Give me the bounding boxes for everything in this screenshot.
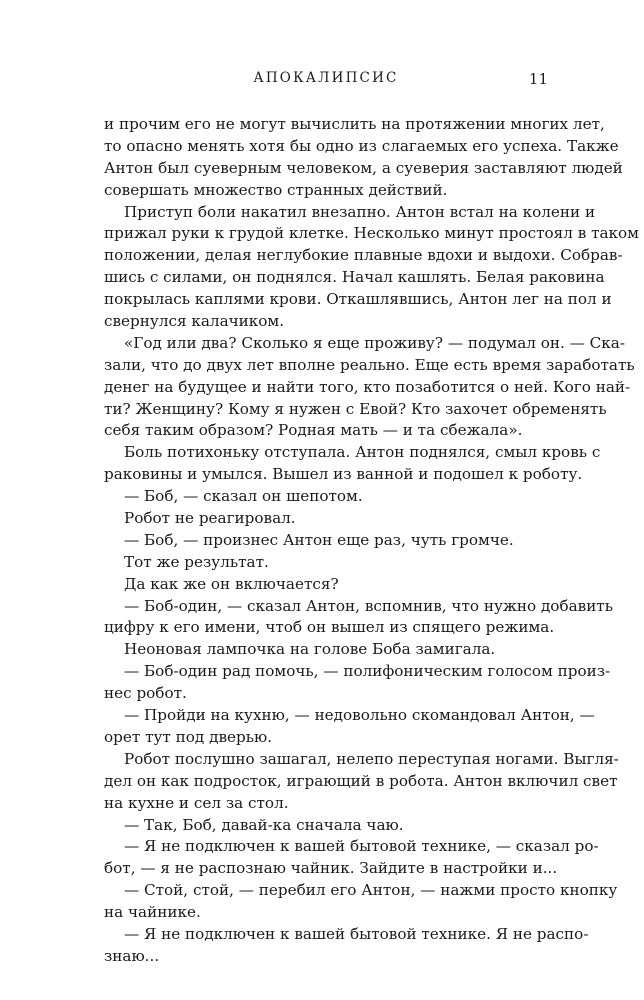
text-line: — Так, Боб, давай-ка сначала чаю. — [124, 815, 404, 834]
text-line: Робот послушно зашагал, нелепо переступая ногами. Выгля- — [124, 749, 619, 768]
text-line: Неоновая лампочка на голове Боба замигала. — [124, 640, 496, 659]
text-line: дел он как подросток, играющий в робота. Антон включил свет — [104, 771, 618, 790]
text-line: шись с силами, он поднялся. Начал кашлять. Белая раковина — [104, 268, 605, 287]
text-line: «Год или два? Сколько я еще проживу? — подумал он. — Ска- — [124, 333, 625, 352]
text-line: Антон был суеверным человеком, а суеверия заставляют людей — [104, 158, 623, 177]
text-line: — Боб, — произнес Антон еще раз, чуть громче. — [124, 530, 514, 549]
text-line: — Стой, стой, — перебил его Антон, — нажми просто кнопку — [124, 881, 618, 900]
text-line: и прочим его не могут вычислить на протяжении многих лет, — [104, 115, 605, 133]
text-line: раковины и умылся. Вышел из ванной и подошел к роботу. — [104, 465, 583, 484]
text-line: на чайнике. — [104, 903, 201, 922]
text-line: покрылась каплями крови. Откашлявшись, Антон лег на пол и — [104, 290, 612, 309]
text-line: Робот не реагировал. — [124, 509, 296, 528]
text-line: — Боб, — сказал он шепотом. — [124, 487, 363, 506]
text-line: бот, — я не распознаю чайник. Зайдите в настройки и... — [104, 859, 558, 878]
text-line: знаю... — [104, 946, 160, 965]
text-line: свернулся калачиком. — [104, 312, 285, 331]
running-title: АПОКАЛИПСИС — [253, 70, 399, 86]
text-line: на кухне и сел за стол. — [104, 793, 289, 812]
text-line: — Я не подключен к вашей бытовой технике. Я не распо- — [124, 924, 589, 943]
text-line: нес робот. — [104, 684, 187, 703]
text-line: — Пройди на кухню, — недовольно скомандовал Антон, — — [124, 706, 595, 725]
text-line: Тот же результат. — [124, 552, 269, 571]
text-line: совершать множество странных действий. — [104, 180, 448, 199]
text-line: — Боб-один рад помочь, — полифоническим голосом произ- — [124, 662, 611, 681]
text-line: Да как же он включается? — [124, 574, 339, 593]
text-line: зали, что до двух лет вполне реально. Еще есть время заработать — [104, 355, 635, 374]
text-line: прижал руки к грудой клетке. Несколько минут простоял в таком — [104, 224, 639, 243]
text-line: орет тут под дверью. — [104, 727, 273, 746]
text-line: ти? Женщину? Кому я нужен с Евой? Кто захочет обременять — [104, 399, 607, 418]
text-line: цифру к его имени, чтоб он вышел из спящего режима. — [104, 618, 555, 637]
page-number: 11 — [528, 70, 548, 88]
text-line: Боль потихоньку отступала. Антон поднялся, смыл кровь с — [124, 443, 601, 462]
text-line: положении, делая неглубокие плавные вдохи и выдохи. Собрав- — [104, 246, 623, 265]
text-line: себя таким образом? Родная мать — и та сбежала». — [104, 421, 523, 440]
text-line: — Я не подключен к вашей бытовой технике, — сказал ро- — [124, 837, 599, 856]
body-text — [104, 114, 639, 968]
text-line: то опасно менять хотя бы одно из слагаемых его успеха. Также — [104, 136, 619, 155]
running-head — [104, 70, 548, 90]
text-line: денег на будущее и найти того, кто позаботится о ней. Кого най- — [104, 377, 631, 396]
text-line: Приступ боли накатил внезапно. Антон встал на колени и — [124, 202, 596, 221]
text-line: — Боб-один, — сказал Антон, вспомнив, что нужно добавить — [124, 596, 613, 615]
